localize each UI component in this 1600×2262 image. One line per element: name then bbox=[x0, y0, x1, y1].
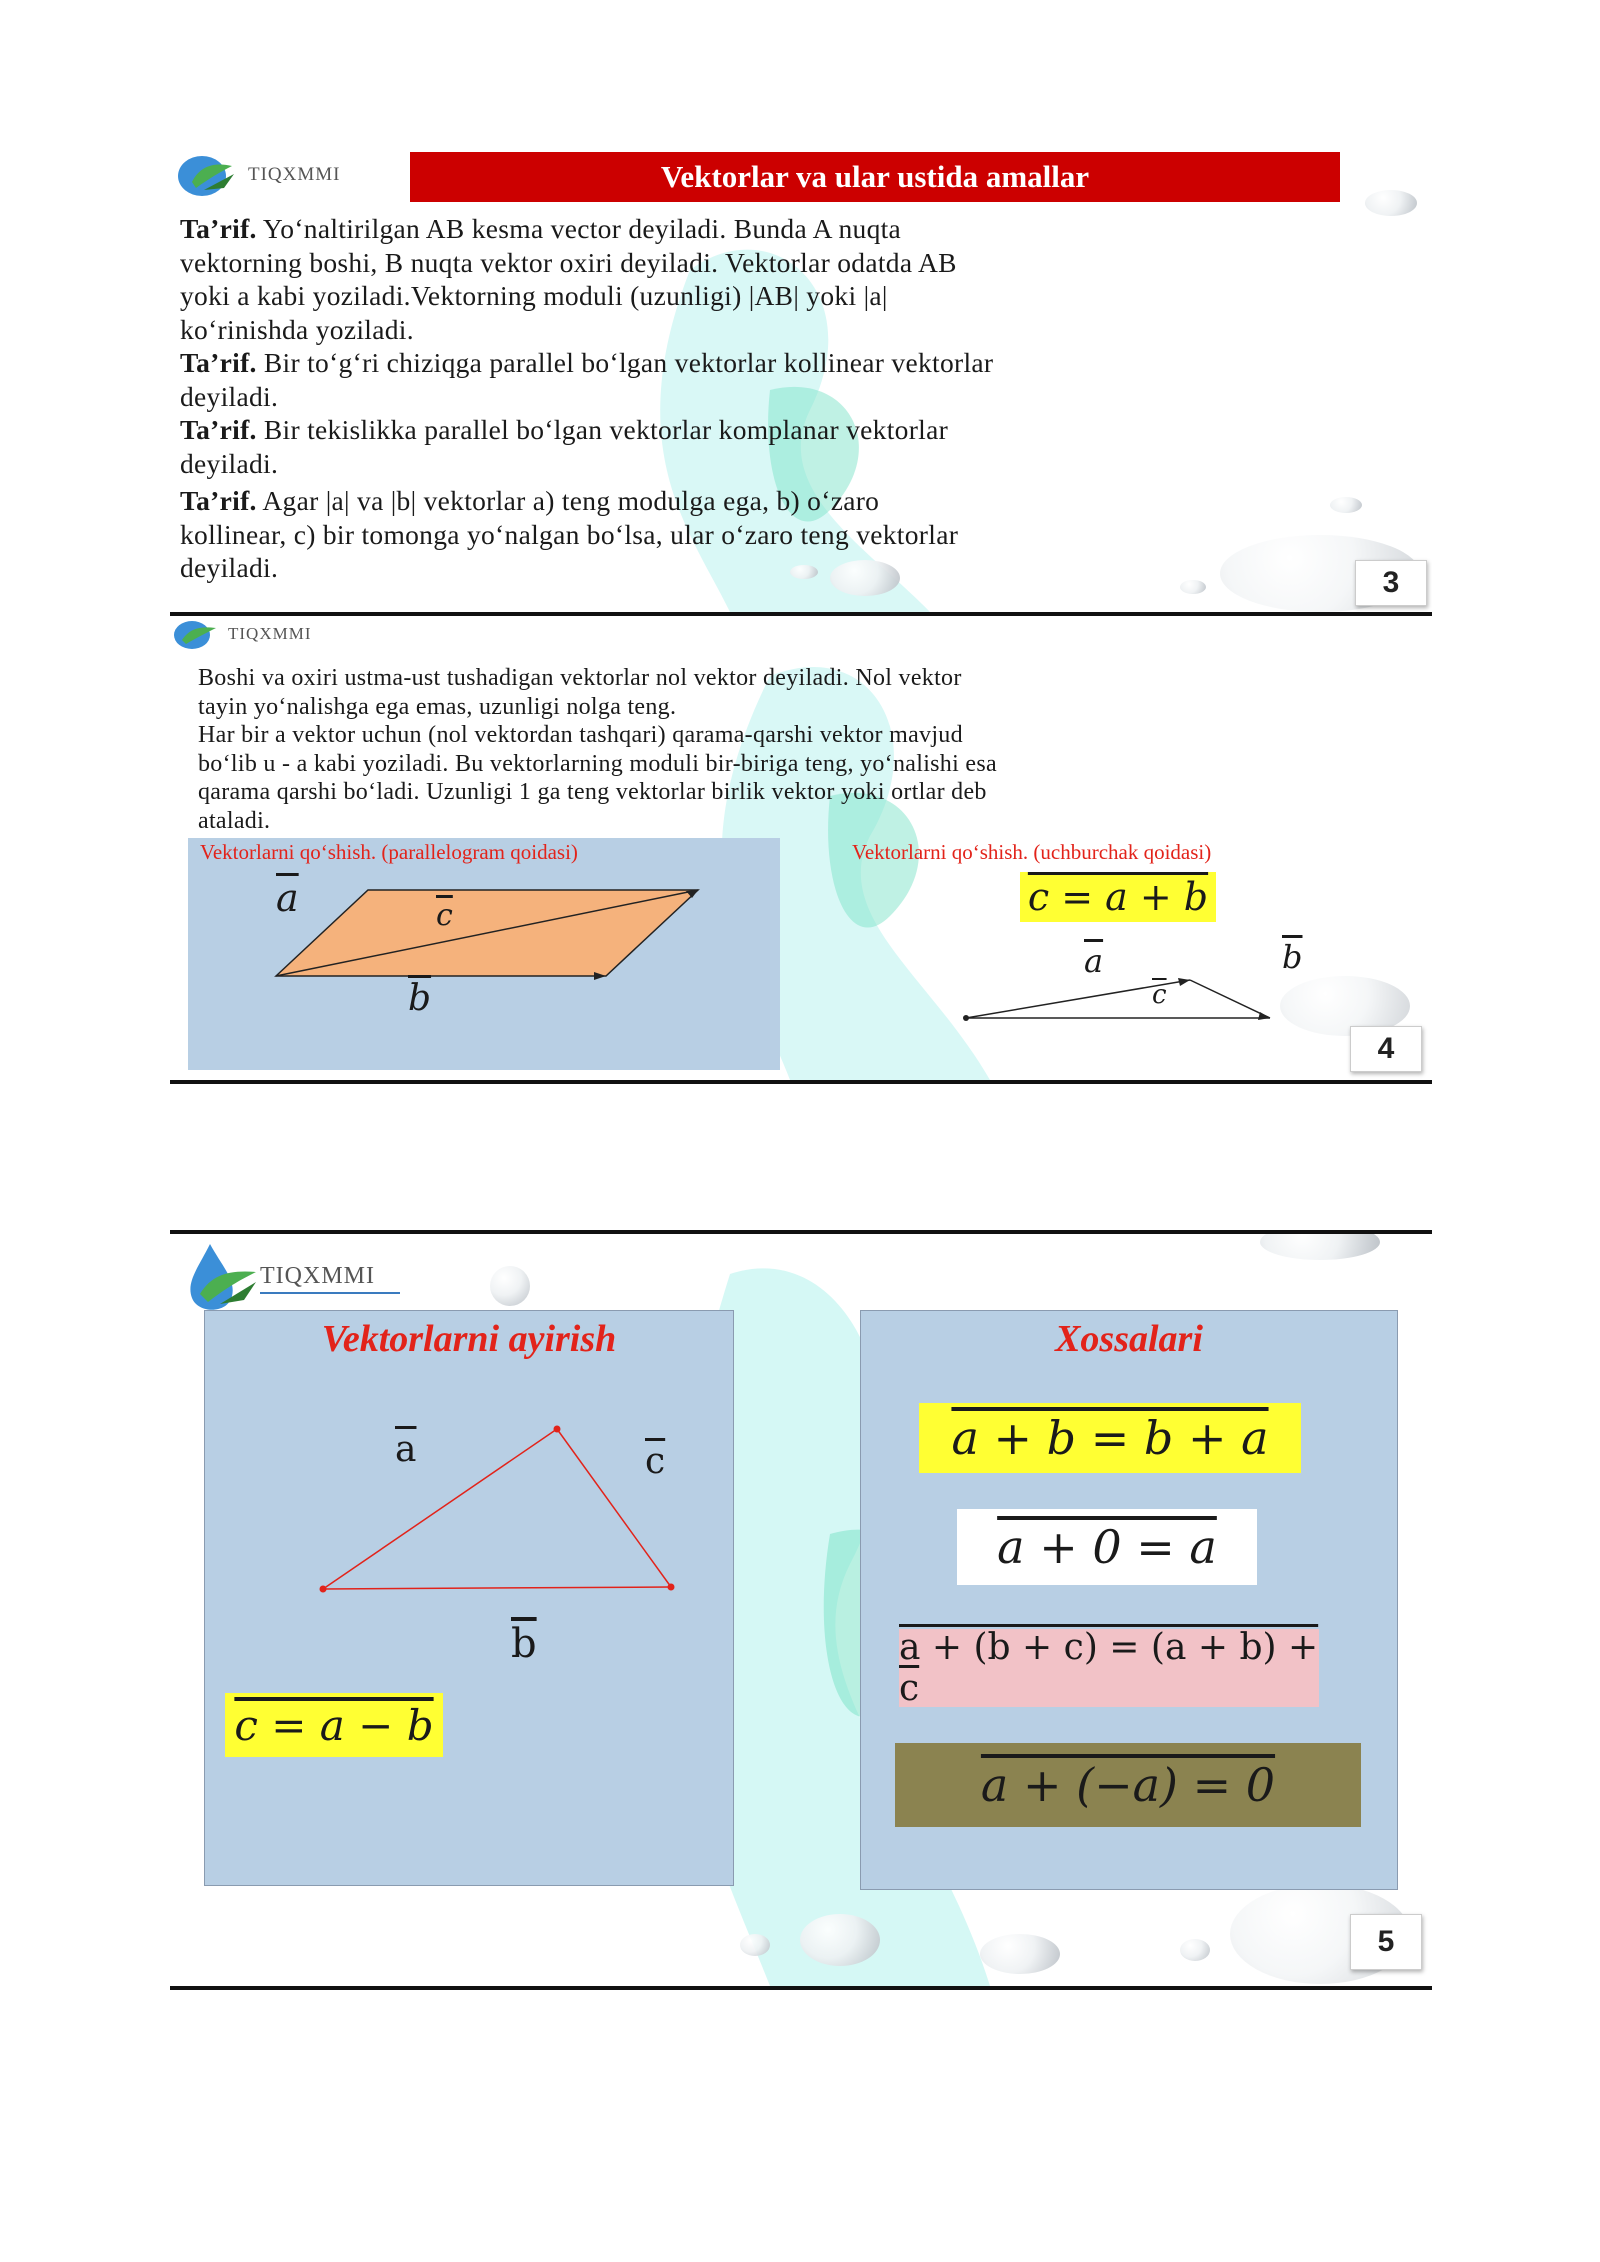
text-line: Ta’rif. Yo‘naltirilgan AB kesma vector deyiladi. Bunda A nuqta bbox=[180, 213, 902, 244]
slide-title: Vektorlar va ular ustida amallar bbox=[660, 159, 1090, 194]
slide-divider bbox=[170, 1080, 1432, 1084]
parallelogram-rule-label: Vektorlarni qo‘shish. (parallelogram qoidasi) bbox=[200, 840, 578, 864]
vector-c-label: $\overline{c}$ bbox=[1152, 980, 1167, 1010]
properties-panel bbox=[860, 1310, 1398, 1890]
text-line: vektorning boshi, B nuqta vektor oxiri deyiladi. Vektorlar odatda AB bbox=[180, 246, 957, 278]
parallelogram-panel bbox=[188, 838, 780, 1070]
text-line: deyiladi. bbox=[180, 552, 279, 583]
text-line: deyiladi. bbox=[180, 380, 279, 412]
vector-b-label: $\overline{b}$ bbox=[408, 978, 432, 1019]
logo bbox=[170, 618, 312, 650]
text-line: bo‘lib u - a kabi yoziladi. Bu vektorlarning moduli bir-biriga teng, yo‘nalishi esa bbox=[198, 750, 997, 777]
slide-title-bar bbox=[410, 152, 1340, 202]
logo-icon bbox=[174, 152, 244, 198]
vector-a-label: $\overline{a}$ bbox=[276, 876, 299, 920]
page-number: 4 bbox=[1350, 1026, 1422, 1072]
text-line: Ta’rif. Agar |a| va |b| vektorlar a) teng modulga ega, b) o‘zaro bbox=[180, 485, 880, 516]
addition-formula: c = a + b bbox=[1020, 872, 1216, 922]
vector-c-label: $\overline{c}$ bbox=[436, 898, 453, 933]
text-line: Ta’rif. Bir tekislikka parallel bo‘lgan vektorlar komplanar vektorlar bbox=[180, 414, 949, 445]
water-drop bbox=[740, 1934, 770, 1956]
logo bbox=[174, 152, 341, 198]
subtraction-triangle bbox=[205, 1311, 733, 1885]
logo-text: TIQXMMI bbox=[228, 624, 312, 643]
logo-icon bbox=[170, 618, 226, 650]
logo-text: TIQXMMI bbox=[260, 1262, 375, 1289]
property-opposite: a + (−a) = 0 bbox=[895, 1743, 1361, 1827]
parallelogram-diagram bbox=[188, 838, 780, 1070]
subtraction-title: Vektorlarni ayirish bbox=[321, 1318, 617, 1360]
water-drop bbox=[980, 1934, 1060, 1974]
text-line: Har bir a vektor uchun (nol vektordan tashqari) qarama-qarshi vektor mavjud bbox=[198, 722, 963, 748]
zero-vector-text bbox=[198, 664, 1428, 835]
page-number: 5 bbox=[1350, 1914, 1422, 1970]
vector-a-label: $\overline{a}$ bbox=[1084, 942, 1104, 980]
triangle-rule-label: Vektorlarni qo‘shish. (uchburchak qoidasi) bbox=[852, 840, 1212, 864]
property-zero: a + 0 = a bbox=[957, 1509, 1257, 1585]
slide-divider bbox=[170, 1986, 1432, 1990]
logo bbox=[180, 1238, 400, 1318]
text-line: yoki a kabi yoziladi.Vektorning moduli (uzunligi) |AB| yoki |a| bbox=[180, 280, 888, 311]
text-line: deyiladi. bbox=[180, 447, 279, 479]
slide-4 bbox=[170, 616, 1432, 1080]
text-line: kollinear, c) bir tomonga yo‘nalgan bo‘lsa, ular o‘zaro teng vektorlar bbox=[180, 518, 959, 550]
text-line: tayin yo‘nalishga ega emas, uzunligi nolga teng. bbox=[198, 693, 677, 720]
text-line: qarama qarshi bo‘ladi. Uzunligi 1 ga teng vektorlar birlik vektor yoki ortlar deb bbox=[198, 779, 987, 805]
vector-c-label: $\overline{c}$ bbox=[645, 1441, 666, 1482]
logo-icon bbox=[180, 1238, 258, 1318]
vector-a-label: $\overline{a}$ bbox=[395, 1429, 417, 1470]
water-drop bbox=[490, 1266, 530, 1306]
vector-b-label: $\overline{b}$ bbox=[511, 1621, 537, 1667]
text-line: ko‘rinishda yoziladi. bbox=[180, 313, 414, 345]
water-drop bbox=[800, 1914, 880, 1966]
slide-3 bbox=[170, 150, 1432, 612]
property-commutative: a + b = b + a bbox=[919, 1403, 1301, 1473]
slide-5 bbox=[170, 1234, 1432, 1986]
property-associative: a + (b + c) = (a + b) + c bbox=[899, 1627, 1319, 1709]
text-line: Ta’rif. Bir to‘g‘ri chiziqga parallel bo‘lgan vektorlar kollinear vektorlar bbox=[180, 347, 994, 378]
subtraction-formula: c = a − b bbox=[225, 1693, 443, 1757]
subtraction-panel bbox=[204, 1310, 734, 1886]
vector-b-label: $\overline{b}$ bbox=[1282, 938, 1303, 976]
logo-text: TIQXMMI bbox=[248, 164, 341, 185]
text-line: ataladi. bbox=[198, 807, 271, 834]
properties-title: Xossalari bbox=[1055, 1318, 1203, 1360]
definition-text bbox=[180, 212, 1420, 585]
text-line: Boshi va oxiri ustma-ust tushadigan vektorlar nol vektor deyiladi. Nol vektor bbox=[198, 665, 962, 691]
water-drop bbox=[1180, 1939, 1210, 1961]
page-number: 3 bbox=[1355, 560, 1427, 606]
